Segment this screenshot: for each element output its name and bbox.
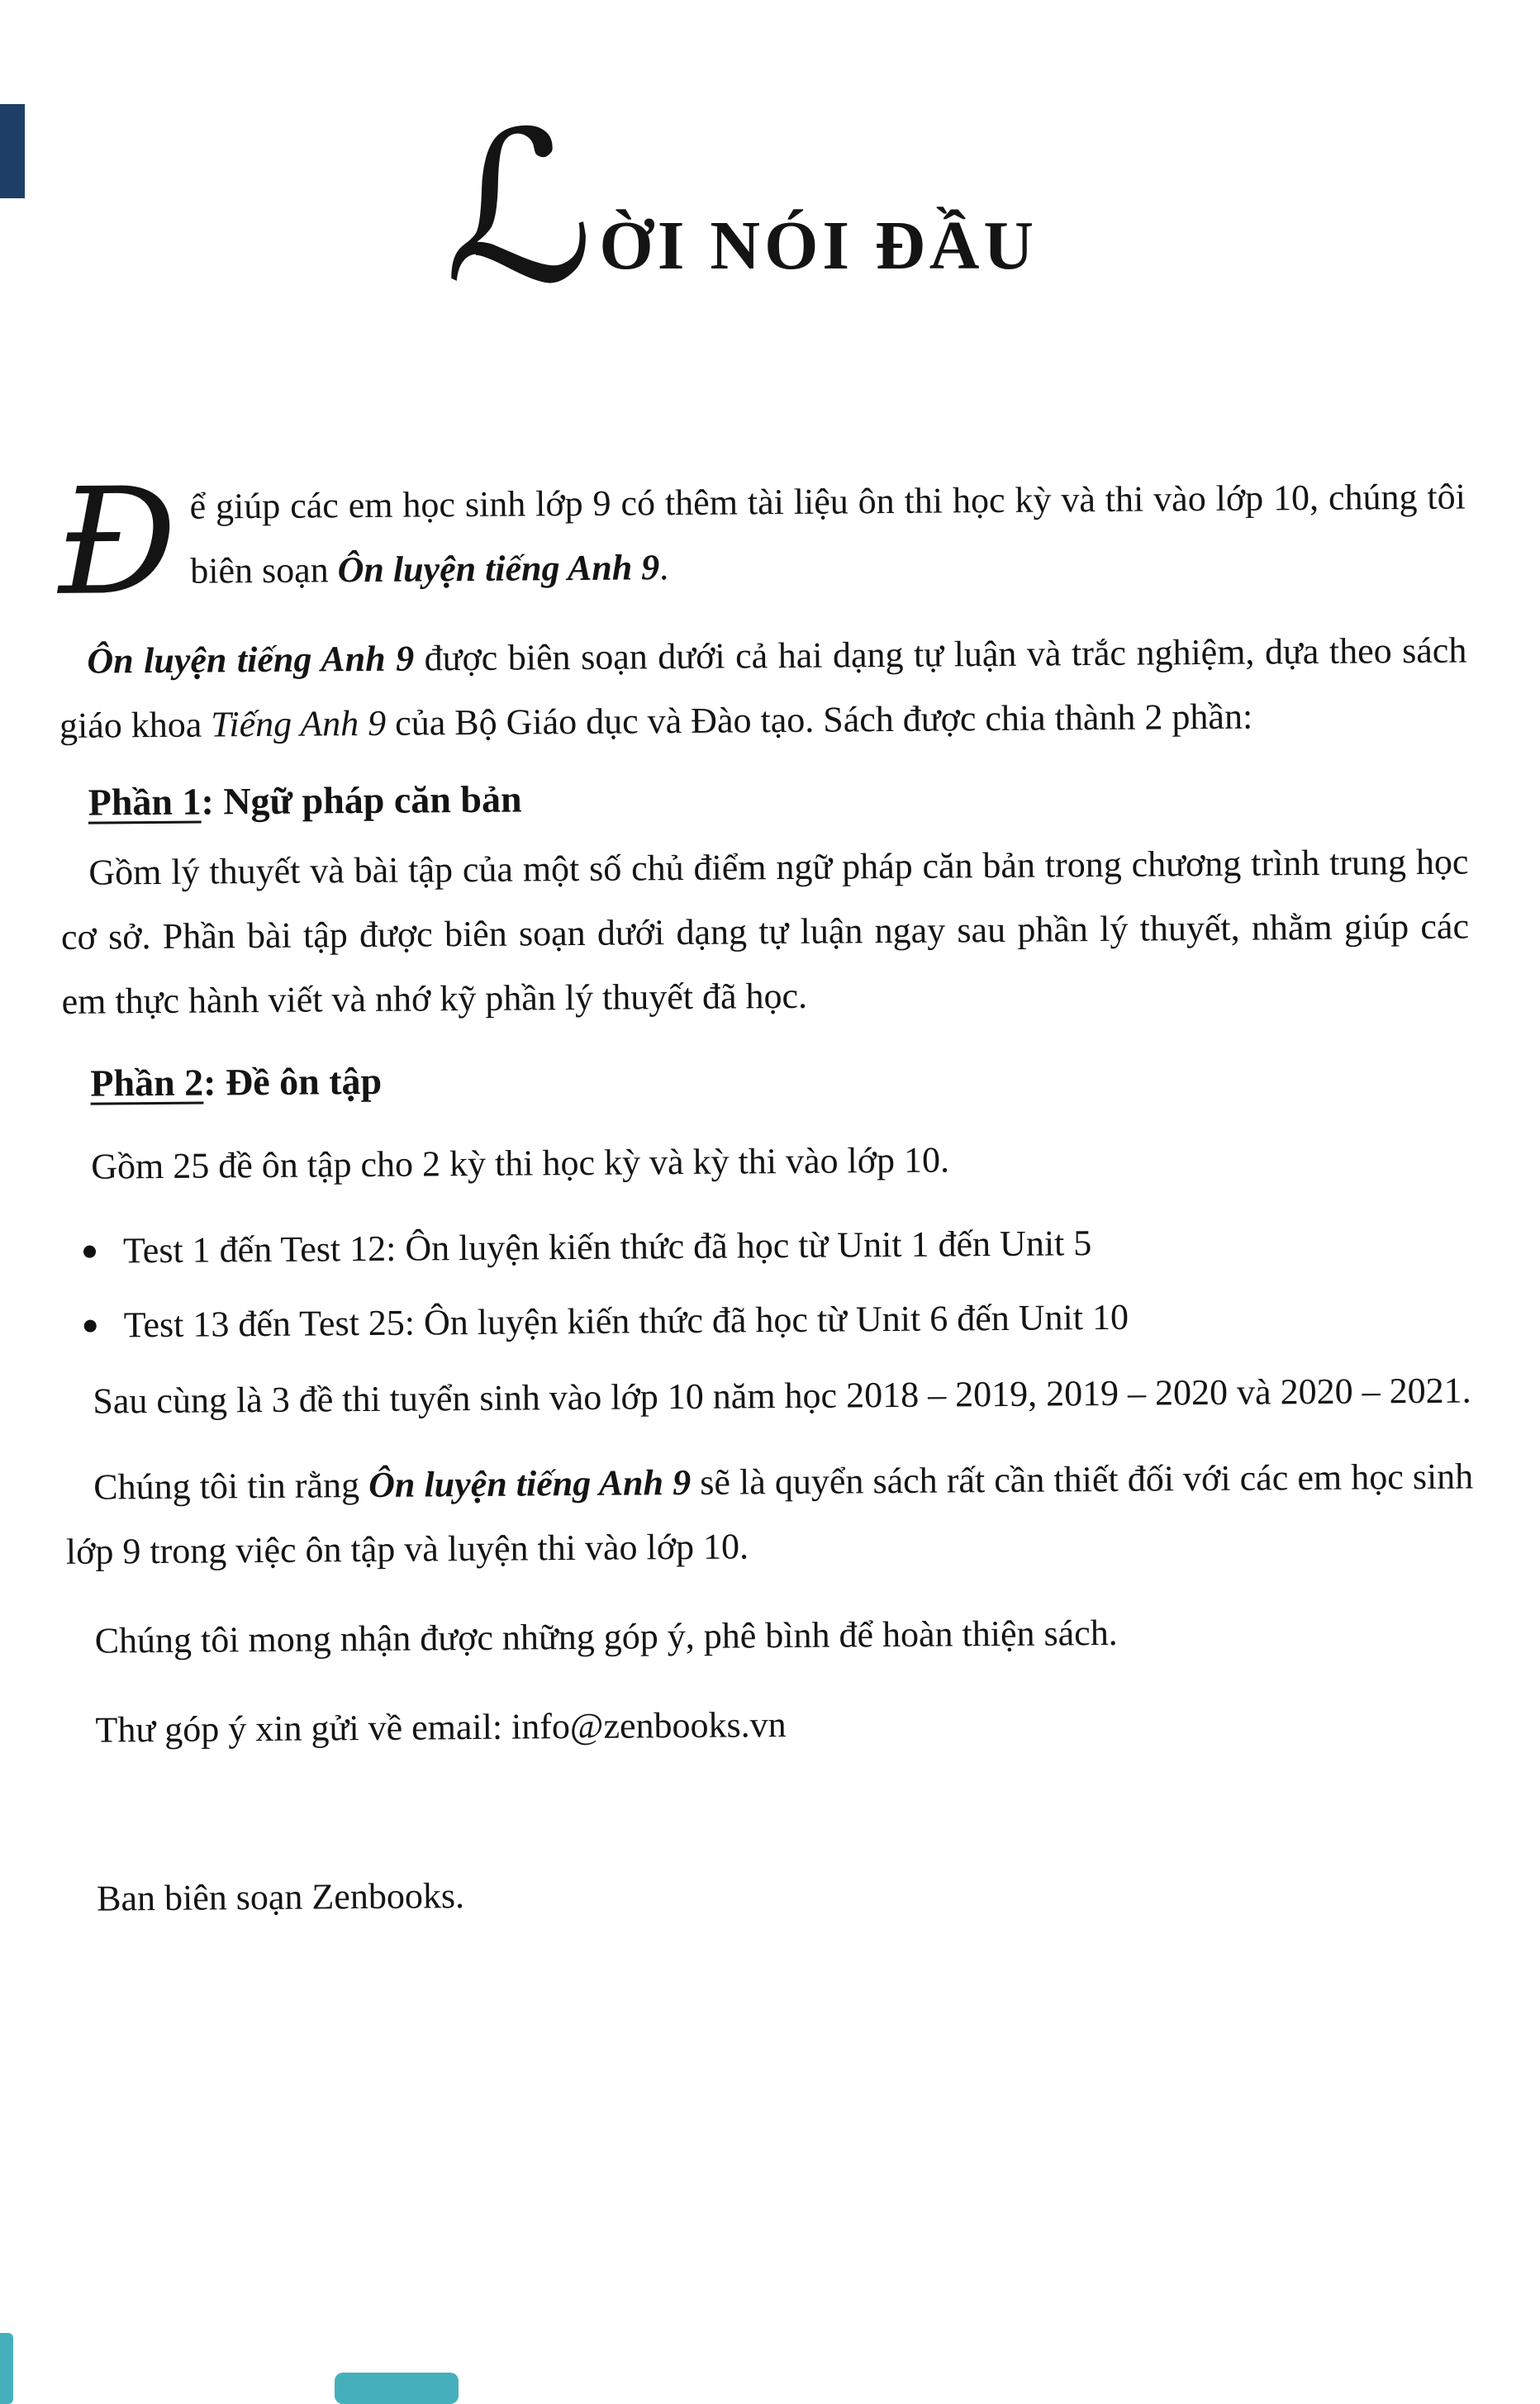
book-title-text: Ôn luyện tiếng Anh 9 bbox=[337, 547, 660, 591]
title-drop-initial: ℒ bbox=[444, 88, 595, 330]
section-heading-text: : Đề ôn tập bbox=[202, 1059, 383, 1104]
textbook-title-text: Tiếng Anh 9 bbox=[211, 702, 387, 745]
scan-edge-strip-top bbox=[0, 104, 25, 198]
text-run: sẽ là quyển sách rất cần thiết đối với các em học sinh lớp 9 trong việc ôn tập và luyện thi vào lớp 10. bbox=[65, 1456, 1474, 1572]
book-title-text: Ôn luyện tiếng Anh 9 bbox=[368, 1461, 692, 1505]
title-text: ỜI NÓI ĐẦU bbox=[599, 207, 1039, 284]
paragraph-exam-years: Sau cùng là 3 đề thi tuyển sinh vào lớp 10 năm học 2018 – 2019, 2019 – 2020 và 2020 – 2021. bbox=[93, 1370, 1471, 1422]
test-range-list bbox=[64, 1209, 1472, 1358]
list-item bbox=[64, 1209, 1472, 1284]
paragraph-recommendation bbox=[65, 1444, 1474, 1584]
text-run: ể giúp các em học sinh lớp 9 có thêm tài liệu ôn thi học kỳ và thi vào lớp 10, chúng tôi biên soạn bbox=[189, 476, 1466, 591]
paragraph-part1-detail: Gồm lý thuyết và bài tập của một số chủ điểm ngữ pháp căn bản trong chương trình trung học cơ sở. Phần bài tập được biên soạn dưới dạng tự luận ngay sau phần lý thuyết, nhằm giúp các em thực hành viết và nhớ kỹ phần lý thuyết đã học. bbox=[60, 841, 1470, 1022]
text-run: được biên soạn dưới cả hai dạng tự luận và trắc nghiệm, dựa theo sách giáo khoa bbox=[59, 630, 1467, 746]
section-heading-part2 bbox=[90, 1047, 1470, 1110]
paragraph-email: Thư góp ý xin gửi về email: info@zenbooks.vn bbox=[95, 1704, 787, 1751]
section-heading-text: : Ngữ pháp căn bản bbox=[201, 777, 522, 823]
scan-edge-strip-bottom bbox=[0, 2333, 13, 2404]
page-title bbox=[0, 88, 1540, 352]
paragraph-description bbox=[59, 619, 1467, 758]
section-label: Phần 1 bbox=[88, 780, 202, 824]
scan-edge-block-bottom bbox=[335, 2373, 459, 2404]
text-run: của Bộ Giáo dục và Đào tạo. Sách được chia thành 2 phần: bbox=[386, 696, 1253, 744]
text-run: . bbox=[658, 547, 669, 588]
paragraph-feedback: Chúng tôi mong nhận được những góp ý, phê bình để hoàn thiện sách. bbox=[94, 1612, 1118, 1661]
preface-body bbox=[0, 455, 1540, 1932]
list-item-text: Test 1 đến Test 12: Ôn luyện kiến thức đã học từ Unit 1 đến Unit 5 bbox=[122, 1223, 1092, 1271]
paragraph-intro bbox=[57, 455, 1466, 628]
list-item bbox=[64, 1283, 1472, 1358]
list-item-text: Test 13 đến Test 25: Ôn luyện kiến thức đã học từ Unit 6 đến Unit 10 bbox=[123, 1296, 1129, 1346]
paragraph-part2-detail: Gồm 25 đề ôn tập cho 2 kỳ thi học kỳ và kỳ thi vào lớp 10. bbox=[91, 1139, 950, 1187]
section-heading-part1 bbox=[88, 766, 1468, 829]
drop-cap-letter: Đ bbox=[57, 455, 178, 628]
text-run: Chúng tôi tin rằng bbox=[93, 1464, 369, 1508]
bullet-icon bbox=[83, 1246, 96, 1258]
bullet-icon bbox=[84, 1320, 97, 1333]
section-label: Phần 2 bbox=[90, 1061, 204, 1105]
paragraph-signature: Ban biên soạn Zenbooks. bbox=[96, 1875, 465, 1919]
book-title-text: Ôn luyện tiếng Anh 9 bbox=[87, 638, 415, 682]
book-preface-page bbox=[0, 88, 1540, 2404]
